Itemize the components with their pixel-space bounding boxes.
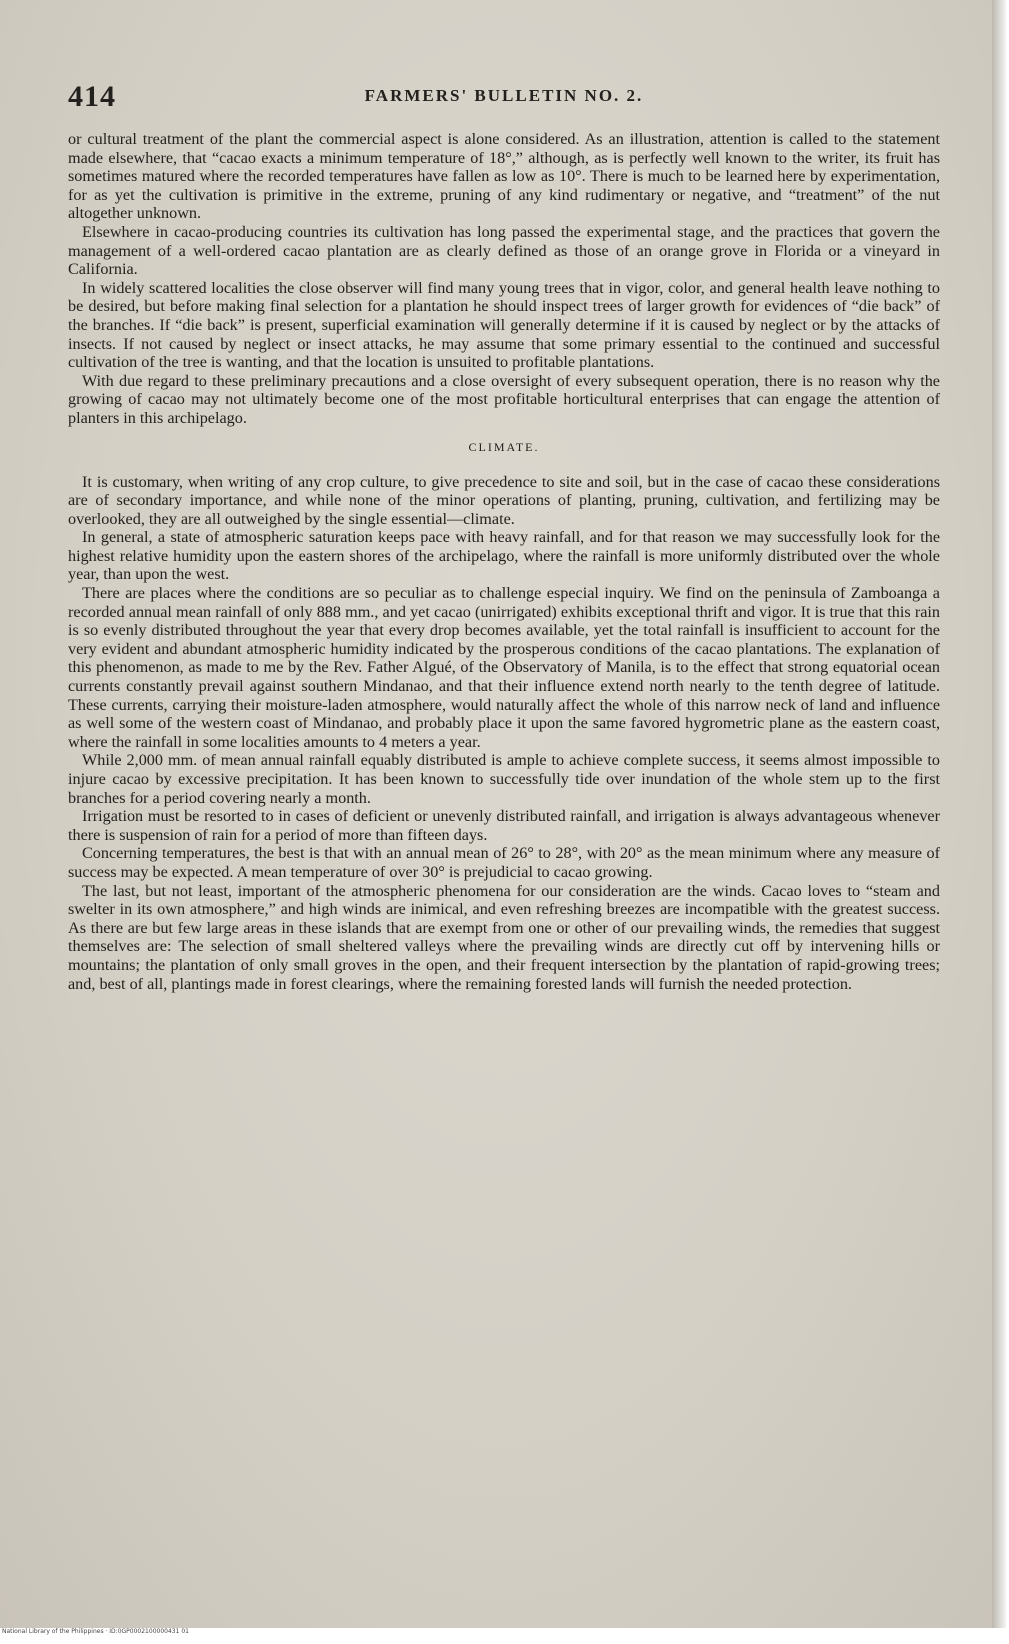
- page-edge: [992, 0, 1006, 1628]
- running-head: FARMERS' BULLETIN NO. 2.: [364, 86, 644, 105]
- paragraph: While 2,000 mm. of mean annual rainfall equably distributed is ample to achieve complete success, it seems almost impossible to injure cacao by excessive precipitation. It has been known to successfully tide over inundation of the whole stem up to the first branches for a period covering nearly a month.: [68, 751, 940, 807]
- scan-credit: National Library of the Philippines · ID:0GP0002100000431 01: [2, 1628, 189, 1635]
- paragraph: It is customary, when writing of any crop culture, to give precedence to site and soil, but in the case of cacao these considerations are of secondary importance, and while none of the minor operations of planting, pruning, cultivation, and fertilizing may be overlooked, they are all outweighed by the single essential—climate.: [68, 472, 940, 528]
- paragraph: Irrigation must be resorted to in cases of deficient or unevenly distributed rainfall, and irrigation is always advantageous whenever there is suspension of rain for a period of more than fifteen days.: [68, 807, 940, 844]
- page-header: [68, 80, 940, 130]
- body-text: [68, 130, 940, 993]
- section-heading-climate: CLIMATE.: [468, 439, 540, 454]
- paragraph: There are places where the conditions are so peculiar as to challenge especial inquiry. We find on the peninsula of Zamboanga a recorded annual mean rainfall of only 888 mm., and yet cacao (unirrigated) exhibits exceptional thrift and vigor. It is true that this rain is so evenly distributed throughout the year that every drop becomes available, yet the total rainfall is insufficient to account for the very evident and abundant atmospheric humidity indicated by the prosperous conditions of the cacao plantations. The explanation of this phenomenon, as made to me by the Rev. Father Algué, of the Observatory of Manila, is to the effect that strong equatorial ocean currents constantly prevail against southern Mindanao, and that their influence extend north nearly to the tenth degree of latitude. These currents, carrying their moisture-laden atmosphere, would naturally affect the whole of this narrow neck of land and influence as well some of the western coast of Mindanao, and probably place it upon the same favored hygrometric plane as the eastern coast, where the rainfall in some localities amounts to 4 meters a year.: [68, 584, 940, 751]
- page-content: [68, 80, 940, 993]
- paragraph: In widely scattered localities the close observer will find many young trees that in vigor, color, and general health leave nothing to be desired, but before making final selection for a plantation he should inspect trees of larger growth for evidences of “die back” of the branches. If “die back” is present, superficial examination will generally determine if it is caused by neglect or by the attacks of insects. If not caused by neglect or insect attacks, he may assume that some primary essential to the continued and successful cultivation of the tree is wanting, and that the location is unsuited to profitable plantations.: [68, 278, 940, 372]
- paragraph: In general, a state of atmospheric saturation keeps pace with heavy rainfall, and for that reason we may successfully look for the highest relative humidity upon the eastern shores of the archipelago, where the rainfall is more uniformly distributed over the whole year, than upon the west.: [68, 528, 940, 584]
- paragraph: Elsewhere in cacao-producing countries its cultivation has long passed the experimental stage, and the practices that govern the management of a well-ordered cacao plantation are as clearly defined as those of an orange grove in Florida or a vineyard in California.: [68, 222, 940, 279]
- paragraph: With due regard to these preliminary precautions and a close oversight of every subsequent operation, there is no reason why the growing of cacao may not ultimately become one of the most profitable horticultural enterprises that can engage the attention of planters in this archipelago.: [68, 371, 940, 427]
- page-number: 414: [68, 80, 116, 113]
- paragraph: The last, but not least, important of the atmospheric phenomena for our consideration are the winds. Cacao loves to “steam and swelter in its own atmosphere,” and high winds are inimical, and even refreshing breezes are incompatible with the greatest success. As there are but few large areas in these islands that are exempt from one or other of our prevailing winds, the remedies that suggest themselves are: The selection of small sheltered valleys where the prevailing winds are directly cut off by intervening hills or mountains; the plantation of only small groves in the open, and their frequent intersection by the plantation of rapid-growing trees; and, best of all, plantings made in forest clearings, where the remaining forested lands will furnish the needed protection.: [68, 881, 940, 993]
- paragraph: or cultural treatment of the plant the commercial aspect is alone considered. As an illustration, attention is called to the statement made elsewhere, that “cacao exacts a minimum temperature of 18°,” although, as is perfectly well known to the writer, its fruit has sometimes matured where the recorded temperatures have fallen as low as 10°. There is much to be learned here by experimentation, for as yet the cultivation is primitive in the extreme, pruning of any kind rudimentary or negative, and “treatment” of the nut altogether unknown.: [68, 130, 940, 223]
- paragraph: Concerning temperatures, the best is that with an annual mean of 26° to 28°, with 20° as the mean minimum where any measure of success may be expected. A mean temperature of over 30° is prejudicial to cacao growing.: [68, 844, 940, 881]
